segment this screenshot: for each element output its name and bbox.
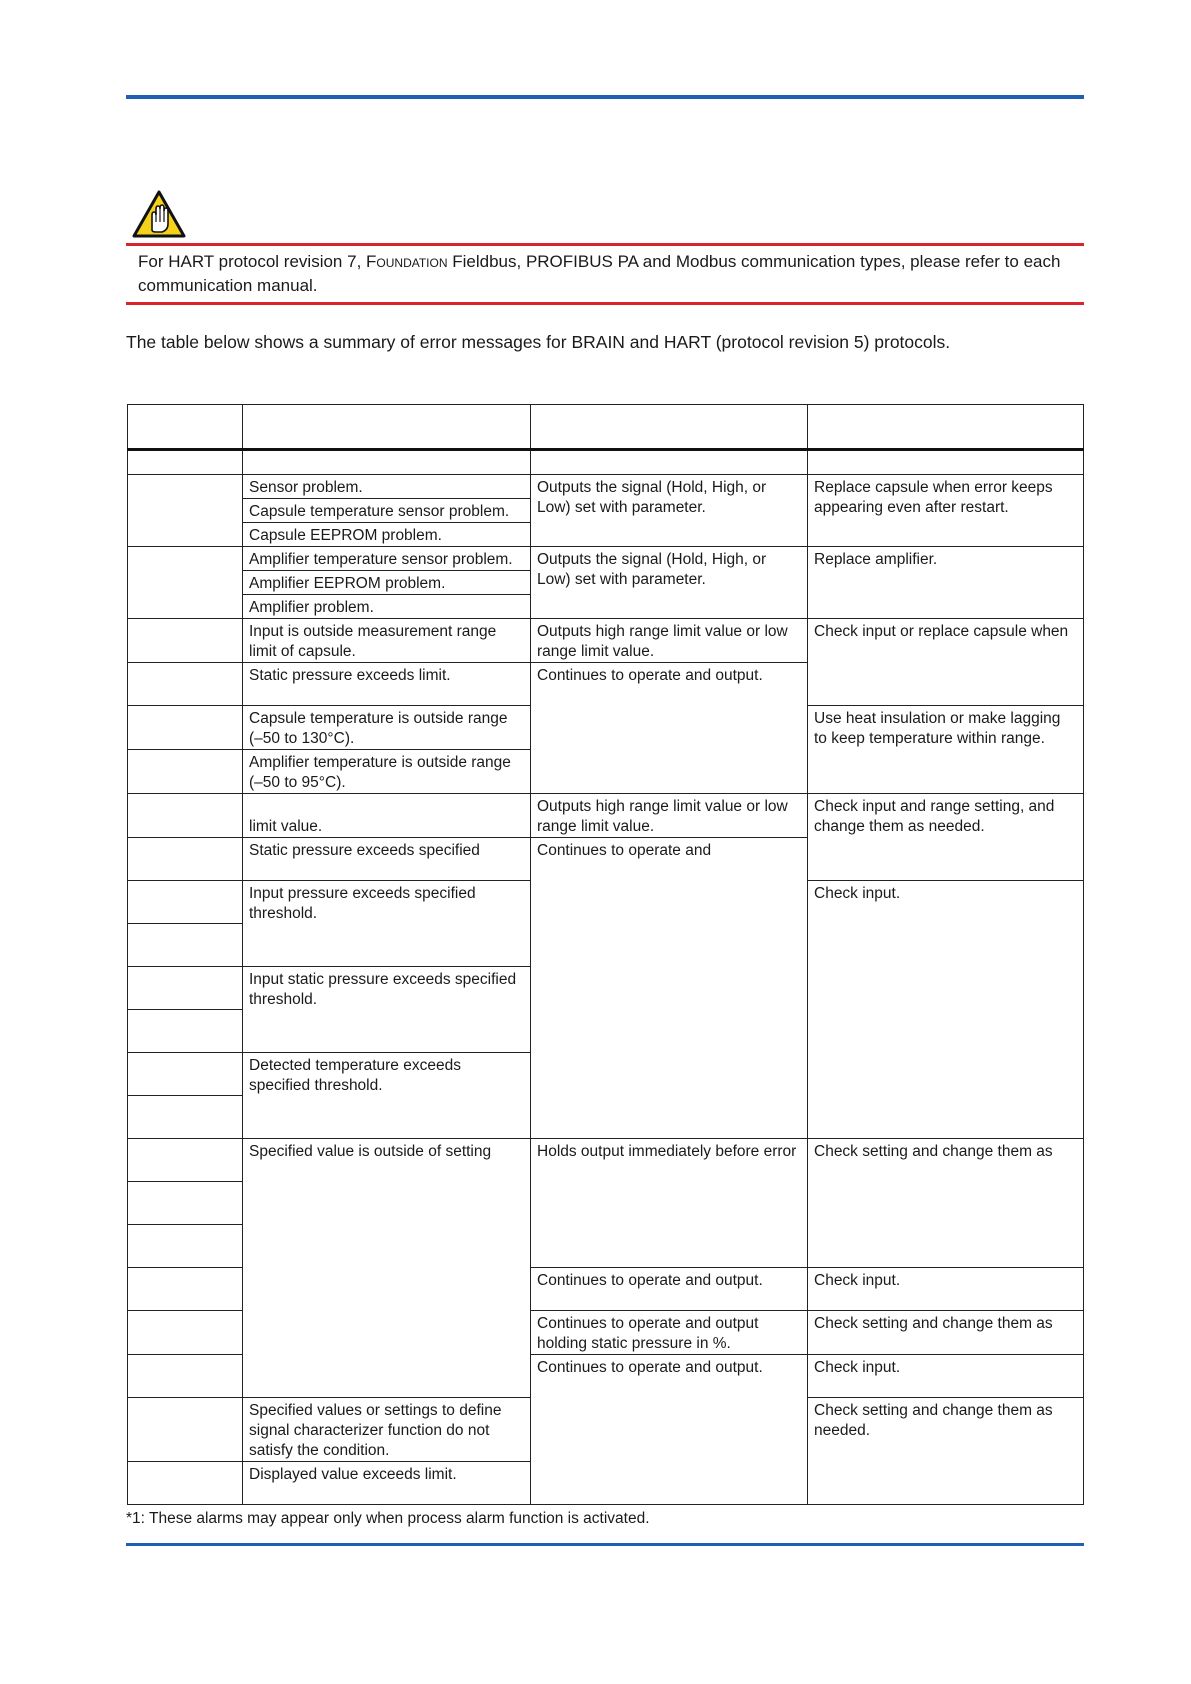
output-cell: Outputs high range limit value or low range limit value. bbox=[531, 619, 808, 663]
cause-cell: Capsule temperature is outside range (–50 to 130°C). bbox=[243, 706, 531, 750]
cause-cell: Specified values or settings to define signal characterizer function do not satisfy the condition. bbox=[243, 1398, 531, 1462]
table-row bbox=[128, 1139, 1084, 1182]
footnote: *1: These alarms may appear only when process alarm function is activated. bbox=[126, 1510, 650, 1527]
message-cell bbox=[128, 1010, 243, 1053]
message-cell bbox=[128, 794, 243, 838]
remedy-cell: Check input or replace capsule when bbox=[808, 619, 1084, 706]
cause-cell: Detected temperature exceeds specified threshold. bbox=[243, 1053, 531, 1139]
remedy-cell: Replace amplifier. bbox=[808, 547, 1084, 619]
message-cell bbox=[128, 881, 243, 924]
cause-cell: Amplifier temperature sensor problem. bbox=[243, 547, 531, 571]
output-cell: Outputs high range limit value or low range limit value. bbox=[531, 794, 808, 838]
message-cell bbox=[128, 1182, 243, 1225]
message-cell bbox=[128, 475, 243, 547]
remedy-cell: Check input. bbox=[808, 1355, 1084, 1398]
header-cell bbox=[243, 405, 531, 450]
output-cell: Outputs the signal (Hold, High, or Low) set with parameter. bbox=[531, 547, 808, 619]
cause-cell: limit value. bbox=[243, 794, 531, 838]
cause-cell: Capsule EEPROM problem. bbox=[243, 523, 531, 547]
message-cell bbox=[128, 1355, 243, 1398]
cause-cell: Sensor problem. bbox=[243, 475, 531, 499]
cause-cell: Input is outside measurement range limit of capsule. bbox=[243, 619, 531, 663]
output-cell: Continues to operate and output holding static pressure in %. bbox=[531, 1311, 808, 1355]
remedy-cell: Use heat insulation or make lagging to keep temperature within range. bbox=[808, 706, 1084, 794]
message-cell bbox=[128, 967, 243, 1010]
message-cell bbox=[128, 1225, 243, 1268]
remedy-cell: Replace capsule when error keeps appearing even after restart. bbox=[808, 475, 1084, 547]
remedy-cell: Check input. bbox=[808, 1268, 1084, 1311]
notice-bottom-rule bbox=[126, 302, 1084, 305]
output-cell: Holds output immediately before error bbox=[531, 1139, 808, 1268]
cause-cell: Capsule temperature sensor problem. bbox=[243, 499, 531, 523]
cause-cell: Amplifier EEPROM problem. bbox=[243, 571, 531, 595]
header-cell bbox=[531, 405, 808, 450]
message-cell bbox=[128, 838, 243, 881]
table-header-row bbox=[128, 405, 1084, 450]
cause-cell: Amplifier problem. bbox=[243, 595, 531, 619]
message-cell bbox=[128, 1053, 243, 1096]
message-cell bbox=[128, 750, 243, 794]
message-cell bbox=[128, 924, 243, 967]
cause-cell: Input static pressure exceeds specified threshold. bbox=[243, 967, 531, 1053]
remedy-cell: Check setting and change them as bbox=[808, 1139, 1084, 1268]
message-cell bbox=[128, 663, 243, 706]
table-row bbox=[128, 450, 1084, 475]
cause-cell: Amplifier temperature is outside range (–50 to 95°C). bbox=[243, 750, 531, 794]
remedy-cell: Check input. bbox=[808, 881, 1084, 1139]
message-cell bbox=[128, 1268, 243, 1311]
cause-cell: Static pressure exceeds specified bbox=[243, 838, 531, 881]
message-cell bbox=[128, 547, 243, 619]
table-row bbox=[128, 619, 1084, 663]
table-row bbox=[128, 475, 1084, 499]
notice-top-rule bbox=[126, 243, 1084, 246]
header-cell bbox=[128, 405, 243, 450]
cause-cell: Static pressure exceeds limit. bbox=[243, 663, 531, 706]
output-cell: Continues to operate and output. bbox=[531, 1268, 808, 1311]
table-row bbox=[128, 794, 1084, 838]
output-cell: Continues to operate and output. bbox=[531, 1355, 808, 1505]
message-cell bbox=[128, 1139, 243, 1182]
remedy-cell: Check setting and change them as needed. bbox=[808, 1398, 1084, 1505]
notice-text: For HART protocol revision 7, Foundation Fieldbus, PROFIBUS PA and Modbus communication types, please refer to each communication manual. bbox=[138, 252, 1061, 295]
message-cell bbox=[128, 1398, 243, 1462]
output-cell: Continues to operate and bbox=[531, 838, 808, 1139]
error-message-table bbox=[127, 404, 1084, 1505]
output-cell: Outputs the signal (Hold, High, or Low) set with parameter. bbox=[531, 475, 808, 547]
header-cell bbox=[808, 405, 1084, 450]
message-cell bbox=[128, 1462, 243, 1505]
remedy-cell: Check input and range setting, and change them as needed. bbox=[808, 794, 1084, 881]
bottom-rule bbox=[126, 1543, 1084, 1546]
message-cell bbox=[128, 1096, 243, 1139]
top-rule bbox=[126, 95, 1084, 99]
table-row bbox=[128, 547, 1084, 571]
remedy-cell: Check setting and change them as bbox=[808, 1311, 1084, 1355]
message-cell bbox=[128, 1311, 243, 1355]
cause-cell: Input pressure exceeds specified threshold. bbox=[243, 881, 531, 967]
intro-text: The table below shows a summary of error messages for BRAIN and HART (protocol revision 5) protocols. bbox=[126, 332, 951, 352]
output-cell: Continues to operate and output. bbox=[531, 663, 808, 794]
cause-cell: Displayed value exceeds limit. bbox=[243, 1462, 531, 1505]
message-cell bbox=[128, 619, 243, 663]
message-cell bbox=[128, 706, 243, 750]
caution-hand-icon bbox=[132, 190, 186, 238]
cause-cell: Specified value is outside of setting bbox=[243, 1139, 531, 1398]
